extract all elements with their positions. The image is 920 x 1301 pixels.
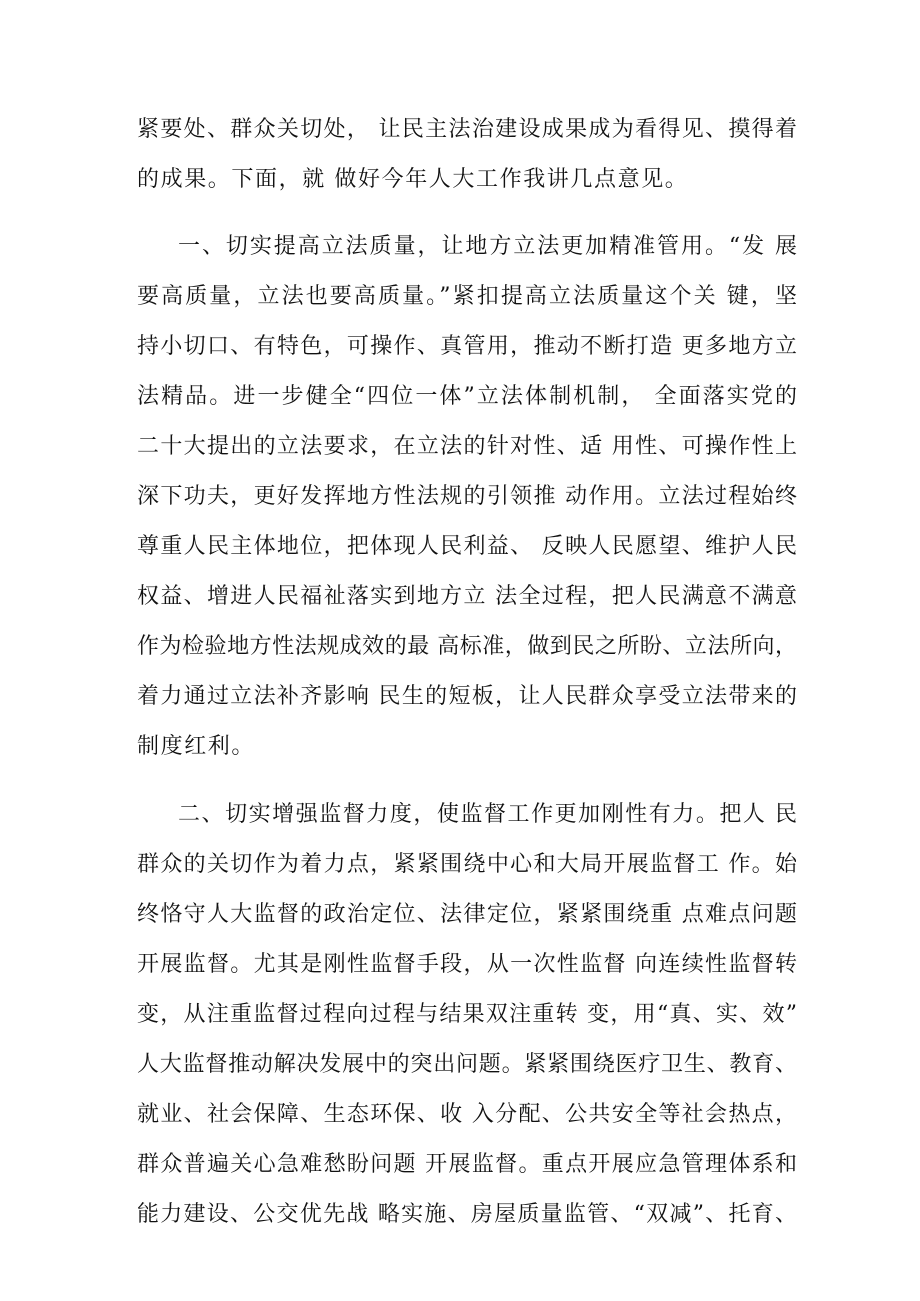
text-line-1: 紧要处、群众关切处， 让民主法治建设成果成为看得见、摸得着 bbox=[137, 117, 797, 142]
text-line-16: 终恪守人大监督的政治定位、法律定位，紧紧围绕重 点难点问题 bbox=[137, 902, 797, 927]
text-line-8: 深下功夫，更好发挥地方性法规的引领推 动作用。立法过程始终 bbox=[137, 484, 797, 509]
text-line-11: 作为检验地方性法规成效的最 高标准，做到民之所盼、立法所向， bbox=[137, 634, 797, 659]
text-line-15: 群众的关切作为着力点，紧紧围绕中心和大局开展监督工 作。始 bbox=[137, 852, 797, 877]
text-line-20: 就业、社会保障、生态环保、收 入分配、公共安全等社会热点， bbox=[137, 1102, 797, 1127]
text-line-4: 要高质量，立法也要高质量。”紧扣提高立法质量这个关 键，坚 bbox=[137, 284, 797, 309]
paragraph-1-heading-line: 一、切实提高立法质量，让地方立法更加精准管用。“发 展 bbox=[178, 234, 797, 259]
text-line-6: 法精品。进一步健全“四位一体”立法体制机制， 全面落实党的 bbox=[137, 384, 797, 409]
text-line-5: 持小切口、有特色，可操作、真管用，推动不断打造 更多地方立 bbox=[137, 334, 797, 359]
text-line-7: 二十大提出的立法要求，在立法的针对性、适 用性、可操作性上 bbox=[137, 434, 797, 459]
text-line-10: 权益、增进人民福祉落实到地方立 法全过程，把人民满意不满意 bbox=[137, 584, 797, 609]
text-line-13: 制度红利。 bbox=[137, 734, 256, 759]
text-line-19: 人大监督推动解决发展中的突出问题。紧紧围绕医疗卫生、教育、 bbox=[137, 1052, 797, 1077]
text-line-9: 尊重人民主体地位，把体现人民利益、 反映人民愿望、维护人民 bbox=[137, 534, 797, 559]
text-line-2: 的成果。下面，就 做好今年人大工作我讲几点意见。 bbox=[137, 167, 689, 192]
text-line-17: 开展监督。尤其是刚性监督手段，从一次性监督 向连续性监督转 bbox=[137, 952, 797, 977]
text-line-12: 着力通过立法补齐影响 民生的短板，让人民群众享受立法带来的 bbox=[137, 684, 797, 709]
text-line-18: 变，从注重监督过程向过程与结果双注重转 变，用“真、实、效” bbox=[137, 1002, 797, 1027]
text-line-21: 群众普遍关心急难愁盼问题 开展监督。重点开展应急管理体系和 bbox=[137, 1152, 797, 1177]
paragraph-2-heading-line: 二、切实增强监督力度，使监督工作更加刚性有力。把人 民 bbox=[178, 802, 797, 827]
text-line-22: 能力建设、公交优先战 略实施、房屋质量监管、“双减”、托育、 bbox=[137, 1202, 797, 1227]
